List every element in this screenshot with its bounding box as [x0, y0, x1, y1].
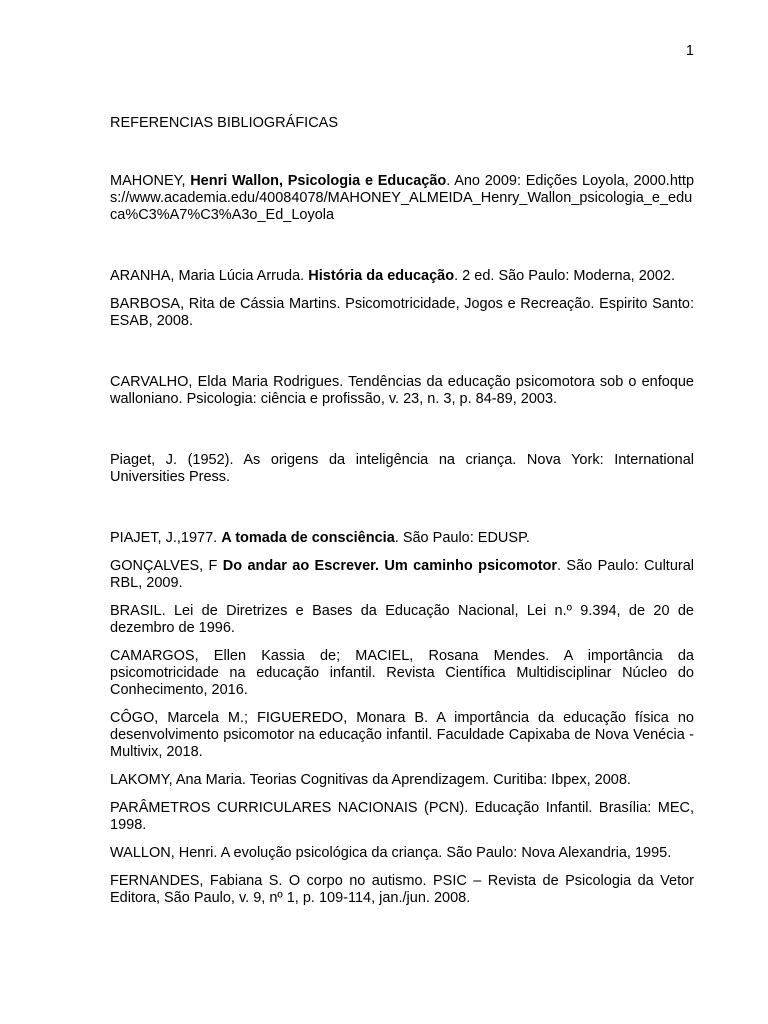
reference-author: PIAJET, J.,1977. [110, 530, 222, 546]
reference-item-aranha [110, 268, 694, 285]
references-heading: REFERENCIAS BIBLIOGRÁFICAS [110, 115, 339, 131]
reference-item-fernandes: FERNANDES, Fabiana S. O corpo no autismo. PSIC – Revista de Psicologia da Vetor Editora, São Paulo, v. 9, nº 1, p. 109-114, jan./jun. 2008. [110, 873, 694, 906]
reference-item-piajet-1977 [110, 530, 694, 547]
reference-item-camargos: CAMARGOS, Ellen Kassia de; MACIEL, Rosana Mendes. A importância da psicomotricidade na educação infantil. Revista Científica Multidisciplinar Núcleo do Conhecimento, 2016. [110, 648, 694, 698]
reference-author: MAHONEY, [110, 173, 191, 189]
reference-title: Henri Wallon, Psicologia e Educação [190, 173, 447, 189]
reference-item-pcn: PARÂMETROS CURRICULARES NACIONAIS (PCN). Educação Infantil. Brasília: MEC, 1998. [110, 800, 694, 833]
reference-item-wallon: WALLON, Henri. A evolução psicológica da criança. São Paulo: Nova Alexandria, 1995. [110, 845, 672, 861]
reference-item-goncalves [110, 558, 694, 592]
reference-author: GONÇALVES, F [110, 558, 223, 574]
reference-details: . São Paulo: EDUSP. [394, 530, 530, 546]
reference-item-barbosa: BARBOSA, Rita de Cássia Martins. Psicomotricidade, Jogos e Recreação. Espirito Santo: ESAB, 2008. [110, 296, 694, 329]
reference-details: . 2 ed. São Paulo: Moderna, 2002. [454, 268, 675, 284]
reference-title: Do andar ao Escrever. Um caminho psicomotor [222, 558, 558, 574]
reference-item-carvalho: CARVALHO, Elda Maria Rodrigues. Tendências da educação psicomotora sob o enfoque walloniano. Psicologia: ciência e profissão, v. 23, n. 3, p. 84-89, 2003. [110, 374, 694, 407]
reference-author: ARANHA, Maria Lúcia Arruda. [110, 268, 309, 284]
reference-item-mahoney [110, 173, 694, 224]
reference-details: . São Paulo: Cultural RBL, 2009. [110, 558, 694, 591]
reference-item-lakomy: LAKOMY, Ana Maria. Teorias Cognitivas da Aprendizagem. Curitiba: Ibpex, 2008. [110, 772, 631, 788]
reference-details: . Ano 2009: Edições Loyola, [446, 173, 629, 189]
reference-item-brasil: BRASIL. Lei de Diretrizes e Bases da Educação Nacional, Lei n.º 9.394, de 20 de dezembro de 1996. [110, 603, 694, 636]
reference-url: 2000.https://www.academia.edu/40084078/MAHONEY_ALMEIDA_Henry_Wallon_psicologia_e_educa%C3%A7%C3%A3o_Ed_Loyola [110, 173, 695, 223]
page-number: 1 [685, 43, 694, 59]
reference-item-piaget-1952: Piaget, J. (1952). As origens da inteligência na criança. Nova York: International Universities Press. [110, 452, 694, 485]
references-section [110, 115, 694, 907]
reference-item-cogo: CÔGO, Marcela M.; FIGUEREDO, Monara B. A importância da educação física no desenvolvimento psicomotor na educação infantil. Faculdade Capixaba de Nova Venécia - Multivix, 2018. [110, 710, 694, 760]
reference-title: A tomada de consciência [221, 530, 395, 546]
reference-title: História da educação [308, 268, 455, 284]
